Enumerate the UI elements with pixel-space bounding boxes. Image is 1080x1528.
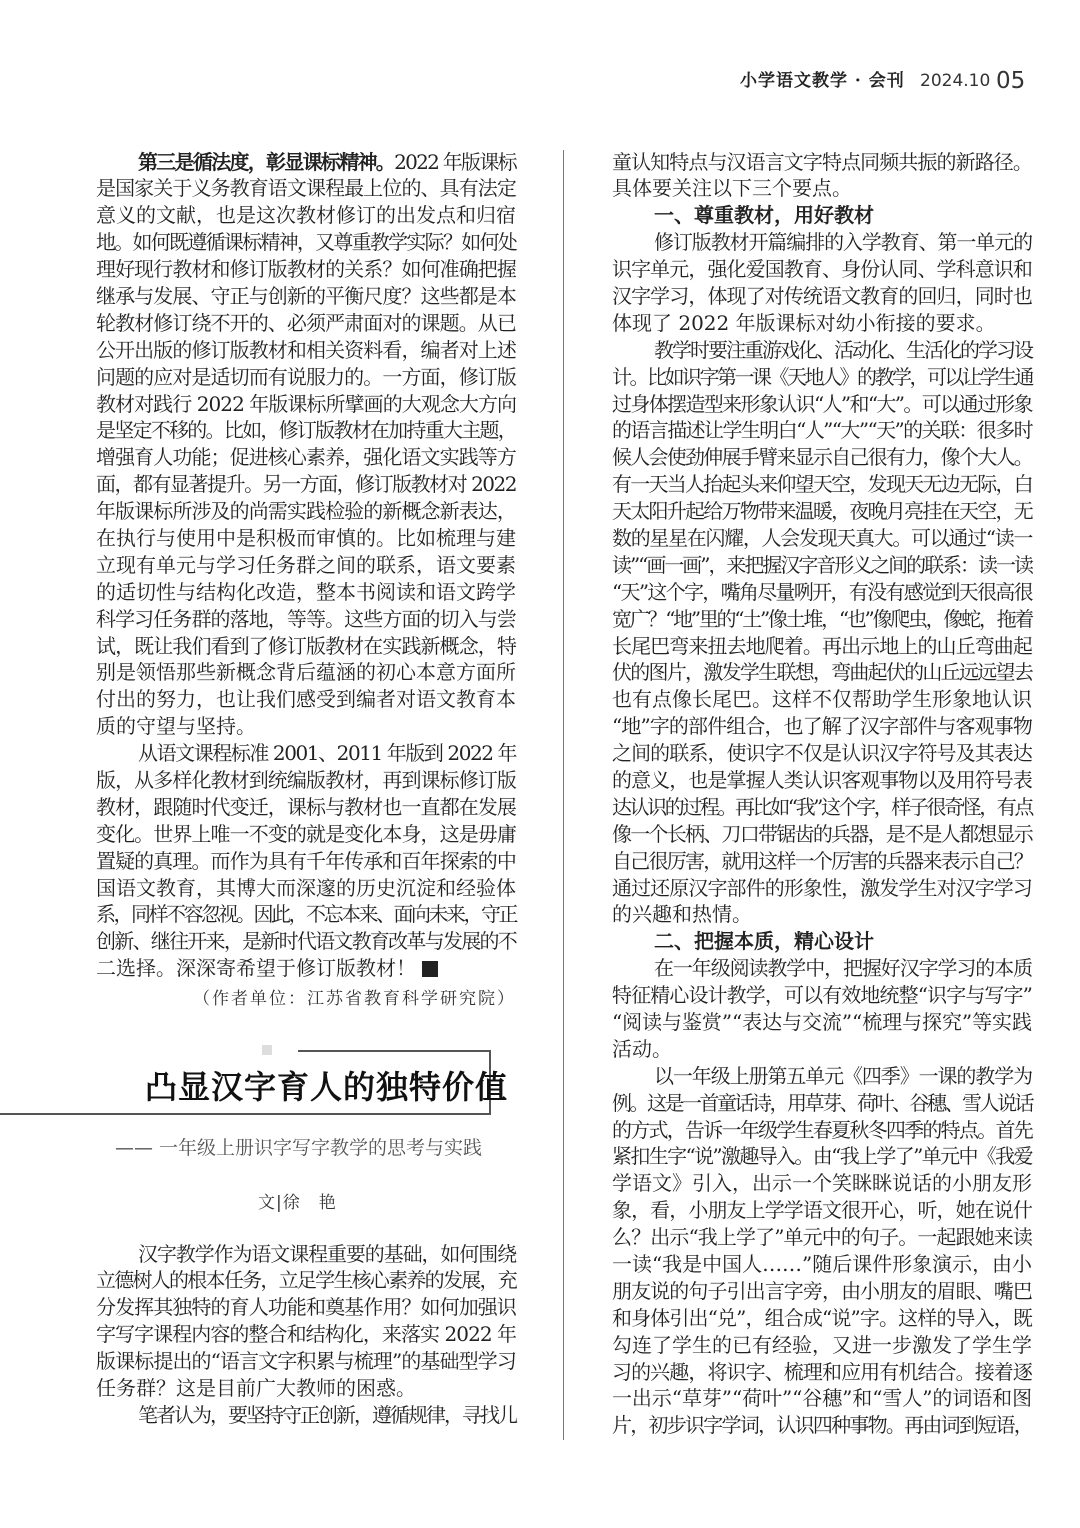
text-line [96,633,516,660]
line-text: 过身体摆造型来形象认识“人”和“大”。可以通过形象 [612,391,1032,416]
column-divider [563,150,564,1440]
text-line [96,444,516,471]
text-line-content [612,499,1032,523]
text-line [96,606,516,633]
line-text: 系，同样不容忽视。因此，不忘本来、面向未来，守正 [96,902,516,927]
line-text: 学语文》引入，出示一个笑眯眯说话的小朋友形 [612,1171,1032,1196]
line-text: 增强育人功能；促进核心素养，强化语文实践等方 [96,445,516,470]
section-heading-text: 二、把握本质，精心设计 [654,929,874,954]
text-line-content [612,687,1032,711]
decorative-square [262,1045,272,1055]
line-text: 计。比如识字第一课《天地人》的教学，可以让学生通 [612,364,1032,389]
text-line-content [654,230,1032,254]
line-text: 问题的应对是适切而有说服力的。一方面，修订版 [96,364,516,389]
line-text: 版课标提出的“语言文字积累与梳理”的基础型学习 [96,1349,516,1374]
text-line [96,310,516,337]
line-text: 的兴趣和热情。 [612,902,752,927]
text-line [612,498,1032,525]
text-line-content [612,418,1032,442]
text-line-content [612,1225,1032,1249]
text-line-content [96,607,516,631]
line-text: 片，初步识字学词，认识四种事物。再由词到短语， [612,1413,1032,1438]
text-line [612,1224,1032,1251]
text-line [612,1332,1032,1359]
text-line-content [96,687,516,711]
text-line-content [96,230,516,254]
text-line-content [612,1360,1032,1384]
text-line-content [612,392,1032,416]
line-text: 象，看，小朋友上学学语文很开心，听，她在说什 [612,1198,1032,1223]
line-text: 是国家关于义务教育语文课程最上位的、具有法定 [96,176,516,201]
text-line [96,525,516,552]
line-text: 教材，跟随时代变迁，课标与教材也一直都在发展 [96,794,516,819]
text-line-content [96,902,516,926]
line-text: 轮教材修订绕不开的、必须严肃面对的课题。从已 [96,310,516,335]
text-line-content [612,257,1032,281]
line-text: 从语文课程标准 2001、2011 年版到 2022 年 [138,741,517,766]
line-text: 通过还原汉字部件的形象性，激发学生对汉字学习 [612,875,1032,900]
line-text: 理好现行教材和修订版教材的关系？如何准确把握 [96,257,516,282]
line-text: 识字单元，强化爱国教育、身份认同、学科意识和 [612,257,1032,282]
text-line-content [96,929,516,953]
text-line [612,1036,1032,1063]
section-heading [612,928,1032,955]
text-line-content [612,983,1032,1007]
line-text: 例。这是一首童话诗，用草芽、荷叶、谷穗、雪人说话 [612,1090,1032,1115]
text-line-content [96,338,516,362]
line-text: 任务群？这是目前广大教师的困惑。 [96,1375,416,1400]
text-line-content [612,1171,1032,1195]
line-text: 天太阳升起给万物带来温暖，夜晚月亮挂在天空，无 [612,499,1032,524]
text-line-content [96,580,516,604]
text-line [96,1402,516,1429]
line-text: 勾连了学生的已有经验，又进一步激发了学生学 [612,1332,1032,1357]
line-text: 活动。 [612,1036,672,1061]
text-line-content [612,1306,1032,1330]
line-text: 付出的努力，也让我们感受到编者对语文教育本 [96,687,516,712]
text-line-content [96,472,516,496]
text-line-content [96,284,516,308]
text-line [612,552,1032,579]
author-affiliation: （作者单位：江苏省教育科学研究院） [193,989,516,1009]
text-line-content [138,1242,516,1266]
article-subtitle: —— 一年级上册识字写字教学的思考与实践 [115,1137,483,1159]
text-line [612,1359,1032,1386]
text-line-content [96,526,516,550]
text-line [612,1278,1032,1305]
text-line-content [96,1268,516,1292]
text-line [96,364,516,391]
journal-name: 小学语文教学 · 会刊 [740,71,905,91]
text-line [612,1385,1032,1412]
text-line-content [612,660,1032,684]
line-text: 修订版教材开篇编排的入学教育、第一单元的 [654,230,1032,255]
text-line-content [96,311,516,335]
text-line-content [96,660,516,684]
line-text: 汉字教学作为语文课程重要的基础，如何围绕 [138,1241,516,1266]
text-line [612,767,1032,794]
line-text: 也有点像长尾巴。这样不仅帮助学生形象地认识 [612,687,1032,712]
text-line [612,713,1032,740]
line-text: 有一天当人抬起头来仰望天空，发现天无边无际，白 [612,472,1032,497]
text-line [96,713,516,740]
text-line-content [96,634,516,658]
text-line [612,149,1032,176]
line-text: 习的兴趣，将识字、梳理和应用有机结合。接着逐 [612,1359,1032,1384]
line-text: 试，既让我们看到了修订版教材在实践新概念，特 [96,633,516,658]
text-line-content [612,580,1032,604]
line-text: 长尾巴弯来扭去地爬着。再出示地上的山丘弯曲起 [612,633,1032,658]
line-text: 之间的联系，使识字不仅是认识汉字符号及其表达 [612,741,1032,766]
text-line-content [96,768,516,792]
line-text: 宽广？“地”里的“土”像土堆，“也”像爬虫，像蛇，拖着 [612,606,1033,631]
text-line [612,1170,1032,1197]
text-line [612,848,1032,875]
text-line [96,821,516,848]
text-line [96,875,516,902]
line-text: 在一年级阅读教学中，把握好汉字学习的本质 [654,956,1032,981]
text-line [612,444,1032,471]
text-line [96,1348,516,1375]
line-text: 一出示“草芽”“荷叶”“谷穗”和“雪人”的词语和图 [612,1386,1033,1411]
line-text: 立德树人的根本任务，立足学生核心素养的发展，充 [96,1268,516,1293]
text-line-content [612,876,1032,900]
text-line-content [612,1386,1032,1410]
text-line [96,767,516,794]
line-text: 在执行与使用中是积极而审慎的。比如梳理与建 [96,525,516,550]
line-text: 地。如何既遵循课标精神，又尊重教学实际？如何处 [96,230,516,255]
text-line-content [612,445,1032,469]
article-body-left [96,1241,516,1429]
text-line-content [96,499,516,523]
end-mark-icon [422,961,438,977]
line-text: 和身体引出“兑”，组合成“说”字。这样的导入，既 [612,1305,1033,1330]
line-text: 笔者认为，要坚持守正创新，遵循规律，寻找儿 [138,1402,516,1427]
text-line-content [612,176,852,200]
line-text: 二选择。深深寄希望于修订版教材！ [96,956,416,981]
section-heading [612,202,1032,229]
text-line [96,740,516,767]
text-line [96,337,516,364]
line-text: 字写字课程内容的整合和结构化，来落实 2022 年 [96,1322,517,1347]
line-text: 分发挥其独特的育人功能和奠基作用？如何加强识 [96,1295,516,1320]
line-text: 读”“画一画”，来把握汉字音形义之间的联系：读一读 [612,552,1032,577]
text-line [612,1117,1032,1144]
line-text: “阅读与鉴赏”“表达与交流”“梳理与探究”等实践 [612,1010,1032,1034]
text-line [612,794,1032,821]
text-line-content [612,1118,1032,1142]
text-line-content [96,1295,516,1319]
text-line-content [612,714,1032,738]
line-text: 朋友说的句子引出言字旁，由小朋友的眉眼、嘴巴 [612,1278,1032,1303]
line-text: 体现了 2022 年版课标对幼小衔接的要求。 [612,310,996,335]
text-line [96,391,516,418]
page-number: 05 [996,68,1026,94]
line-text: 么？出示“我上学了”单元中的句子。一起跟她来读 [612,1225,1032,1250]
issue-date: 2024.10 [920,71,991,91]
text-line-content [612,1037,672,1061]
text-line-content [96,203,516,227]
line-text: 以一年级上册第五单元《四季》一课的教学为 [654,1063,1032,1088]
text-line [96,1375,516,1402]
text-line-content [654,956,1032,980]
text-line [612,525,1032,552]
text-line-content [612,553,1032,577]
text-line [612,1305,1032,1332]
line-text: 数的星星在闪耀，人会发现天真大。可以通过“读一 [612,525,1033,550]
text-line [96,1321,516,1348]
text-line [612,901,1032,928]
text-line [612,337,1032,364]
text-line-content [612,849,1032,873]
text-line-content [612,1333,1032,1357]
text-line-content [612,365,1032,389]
text-line [612,1090,1032,1117]
text-line-content [612,607,1032,631]
line-text: 年版课标所涉及的尚需实践检验的新概念新表达， [96,499,516,524]
line-text: 置疑的真理。而作为具有千年传承和百年探索的中 [96,848,516,873]
text-line [612,391,1032,418]
line-text: 是坚定不移的。比如，修订版教材在加持重大主题， [96,418,516,443]
text-line-content [96,1349,516,1373]
article-title: 凸显汉字育人的独特价值 [145,1068,509,1106]
line-text: 科学习任务群的落地，等等。这些方面的切入与尝 [96,606,516,631]
text-line [612,659,1032,686]
line-text: 公开出版的修订版教材和相关资料看，编者对上述 [96,337,516,362]
text-line [612,229,1032,256]
text-line-content [612,902,752,926]
text-line [96,955,516,982]
text-line [612,283,1032,310]
text-line-content [96,365,516,389]
text-line-content [612,1091,1032,1115]
text-line [612,471,1032,498]
line-text: 质的守望与坚持。 [96,714,256,739]
text-line-content [612,822,1032,846]
text-line-content [612,768,1032,792]
left-column-previous-article [96,149,516,983]
line-text: 的适切性与结构化改造，整本书阅读和语文跨学 [96,579,516,604]
line-text: 意义的文献，也是这次教材修订的出发点和归宿 [96,203,516,228]
line-text: 伏的图片，激发学生联想，弯曲起伏的山丘远远望去 [612,660,1032,685]
text-line [96,901,516,928]
text-line [612,821,1032,848]
text-line-content [96,822,516,846]
text-line [96,659,516,686]
text-line [96,1241,516,1268]
text-line [612,1063,1032,1090]
text-line-content [654,1064,1032,1088]
section-heading-text: 一、尊重教材，用好教材 [654,203,874,228]
text-line-content [612,311,996,335]
text-line-content [612,795,1032,819]
text-line-content [612,1144,1032,1168]
text-line-content [612,1252,1032,1276]
line-text: 创新、继往开来，是新时代语文教育改革与发展的不 [96,929,516,954]
line-text: 的语言描述让学生明白“人”“大”“天”的关联：很多时 [612,418,1033,443]
text-line [96,417,516,444]
text-line [612,875,1032,902]
article-byline: 文|徐 艳 [258,1193,337,1213]
text-line-content [138,150,516,174]
title-frame-top [298,1050,490,1052]
text-line-content [96,176,516,200]
line-text: 变化。世界上唯一不变的就是变化本身，这是毋庸 [96,821,516,846]
line-text: 一读“我是中国人……”随后课件形象演示，由小 [612,1252,1033,1277]
line-text: 童认知特点与汉语言文字特点同频共振的新路径。 [612,149,1032,174]
text-line [96,794,516,821]
text-line [612,1009,1032,1036]
line-text: 继承与发展、守正与创新的平衡尺度？这些都是本 [96,283,516,308]
text-line [96,1267,516,1294]
text-line-content [96,553,516,577]
text-line [96,149,516,176]
text-line [612,579,1032,606]
text-line-content [612,472,1032,496]
line-text: 自己很厉害，就用这样一个厉害的兵器来表示自己？ [612,848,1032,873]
text-line [96,229,516,256]
text-line-content [612,741,1032,765]
text-line [612,1412,1032,1439]
line-text: 别是领悟那些新概念背后蕴涵的初心本意方面所 [96,660,516,685]
text-line [96,928,516,955]
line-text: 特征精心设计教学，可以有效地统整“识字与写字” [612,983,1032,1008]
text-line-content [612,1010,1032,1034]
line-text: 像一个长柄、刀口带锯齿的兵器，是不是人都想显示 [612,821,1032,846]
text-line-content [96,418,516,442]
text-line [612,310,1032,337]
text-line-content [138,1403,516,1427]
line-text: 版，从多样化教材到统编版教材，再到课标修订版 [96,767,516,792]
text-line-content [96,1376,416,1400]
line-text: 国语文教育，其博大而深邃的历史沉淀和经验体 [96,875,516,900]
text-line [612,417,1032,444]
text-line [96,283,516,310]
text-line [96,579,516,606]
text-line-content [612,526,1032,550]
line-text: 教材对践行 2022 年版课标所擘画的大观念大方向 [96,391,517,416]
line-text: 教学时要注重游戏化、活动化、生活化的学习设 [654,337,1032,362]
text-line [612,256,1032,283]
text-line [96,1294,516,1321]
line-text: 达认识的过程。再比如“我”这个字，样子很奇怪，有点 [612,794,1032,819]
line-text: 紧扣生字“说”激趣导入。由“我上学了”单元中《我爱 [612,1144,1032,1169]
text-line-content [96,714,256,738]
line-text: 具体要关注以下三个要点。 [612,176,852,201]
text-line-content [96,1322,516,1346]
line-text: 候人会使劲伸展手臂来显示自己很有力，像个大人。 [612,445,1032,470]
text-line [612,364,1032,391]
text-line-content [612,1413,1032,1437]
line-text: 立现有单元与学习任务群之间的联系，语文要素 [96,552,516,577]
text-line [612,740,1032,767]
text-line [96,686,516,713]
line-text: “地”字的部件组合，也了解了汉字部件与客观事物 [612,714,1032,739]
text-line-content [612,1198,1032,1222]
text-line-content [96,392,516,416]
text-line [96,498,516,525]
text-line [612,982,1032,1009]
text-line [96,471,516,498]
text-line [612,606,1032,633]
text-line-content [96,795,516,819]
text-line-content [612,634,1032,658]
line-text: 面，都有显著提升。另一方面，修订版教材对 2022 [96,472,517,497]
text-line-content [138,741,516,765]
text-line [96,848,516,875]
line-text: 的方式，告诉一年级学生春夏秋冬四季的特点。首先 [612,1117,1032,1142]
text-line [96,552,516,579]
text-line-content [654,338,1032,362]
text-line [612,1251,1032,1278]
text-line [612,633,1032,660]
text-line [612,955,1032,982]
line-text: 的意义，也是掌握人类认识客观事物以及用符号表 [612,767,1032,792]
text-line [96,256,516,283]
text-line [612,1197,1032,1224]
text-line [612,686,1032,713]
line-text: “天”这个字，嘴角尽量咧开，有没有感觉到天很高很 [612,579,1032,604]
line-text: 汉字学习，体现了对传统语文教育的回归，同时也 [612,283,1032,308]
lead-sentence: 第三是循法度，彰显课标精神。 [138,149,395,174]
text-line-content [96,257,516,281]
text-line-content [96,956,438,980]
text-line-content [96,445,516,469]
text-line [96,202,516,229]
text-line [612,1143,1032,1170]
text-line-content [96,876,516,900]
text-line-content [96,849,516,873]
text-line [612,175,1032,202]
text-line [96,175,516,202]
right-column-article-body [612,149,1032,1440]
text-line-content [612,150,1032,174]
text-line-content [612,284,1032,308]
line-text: 2022 年版课标 [394,149,516,174]
text-line-content [612,1279,1032,1303]
